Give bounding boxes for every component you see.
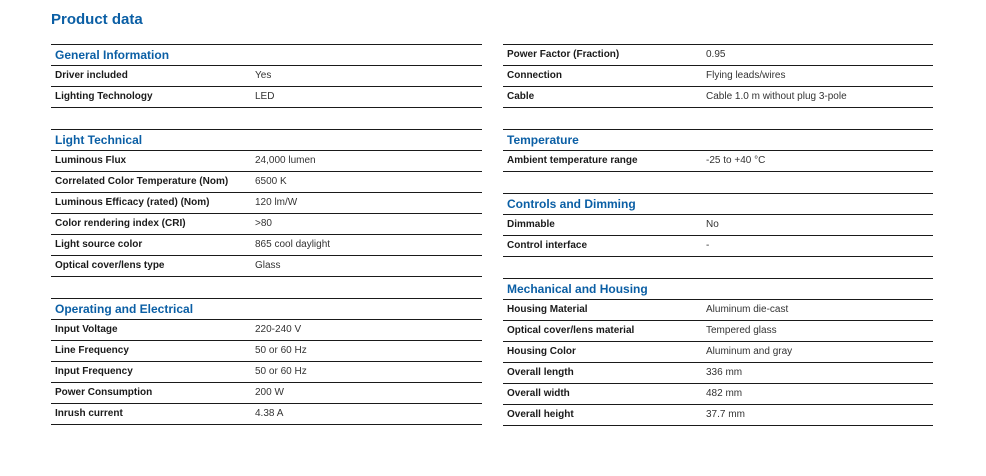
row-value: 50 or 60 Hz <box>255 345 307 356</box>
row-label: Ambient temperature range <box>507 155 638 166</box>
table-row <box>51 172 482 193</box>
table-row <box>503 321 933 342</box>
table-row <box>503 66 933 87</box>
section-operating-electrical <box>51 298 482 425</box>
row-label: Power Factor (Fraction) <box>507 49 620 60</box>
row-value: 24,000 lumen <box>255 155 316 166</box>
row-value: 482 mm <box>706 388 743 399</box>
table-row <box>51 214 482 235</box>
row-label: Dimmable <box>507 219 555 230</box>
row-label: Power Consumption <box>55 387 153 398</box>
row-value: Aluminum and gray <box>706 346 793 357</box>
row-value: Cable 1.0 m without plug 3-pole <box>706 91 847 102</box>
row-label: Input Voltage <box>55 324 118 335</box>
row-label: Inrush current <box>55 408 123 419</box>
row-value: 120 lm/W <box>255 197 298 208</box>
page-title: Product data <box>51 11 143 28</box>
row-label: Housing Color <box>507 346 576 357</box>
table-row <box>503 87 933 108</box>
row-value: -25 to +40 °C <box>706 155 766 166</box>
table-row <box>503 45 933 66</box>
table-row <box>503 405 933 426</box>
row-label: Correlated Color Temperature (Nom) <box>55 176 229 187</box>
table-row <box>503 384 933 405</box>
row-label: Optical cover/lens material <box>507 325 635 336</box>
table-row <box>503 363 933 384</box>
row-label: Overall height <box>507 409 574 420</box>
row-value: >80 <box>255 218 272 229</box>
table-row <box>503 300 933 321</box>
row-value: 6500 K <box>255 176 287 187</box>
row-value: Flying leads/wires <box>706 70 786 81</box>
row-label: Connection <box>507 70 562 81</box>
table-row <box>51 235 482 256</box>
row-label: Luminous Flux <box>55 155 127 166</box>
table-row <box>503 236 933 257</box>
table-row <box>51 341 482 362</box>
row-label: Light source color <box>55 239 143 250</box>
row-value: Aluminum die-cast <box>706 304 789 315</box>
section-heading: General Information <box>51 44 482 66</box>
table-row <box>51 151 482 172</box>
row-label: Optical cover/lens type <box>55 260 165 271</box>
table-row <box>503 215 933 236</box>
section-heading: Operating and Electrical <box>51 298 482 320</box>
row-value: 50 or 60 Hz <box>255 366 307 377</box>
section-heading: Controls and Dimming <box>503 193 933 215</box>
table-row <box>51 87 482 108</box>
row-value: 865 cool daylight <box>255 239 331 250</box>
row-value: - <box>706 240 710 251</box>
row-label: Input Frequency <box>55 366 133 377</box>
row-value: 220-240 V <box>255 324 302 335</box>
row-value: LED <box>255 91 275 102</box>
row-label: Overall width <box>507 388 570 399</box>
row-label: Control interface <box>507 240 588 251</box>
section-heading: Temperature <box>503 129 933 151</box>
row-value: 37.7 mm <box>706 409 745 420</box>
table-row <box>51 320 482 341</box>
section-temperature <box>503 129 933 172</box>
table-row <box>51 193 482 214</box>
left-column <box>51 44 482 425</box>
row-label: Luminous Efficacy (rated) (Nom) <box>55 197 210 208</box>
section-general-information <box>51 44 482 108</box>
table-row <box>503 151 933 172</box>
row-label: Overall length <box>507 367 574 378</box>
section-heading: Light Technical <box>51 129 482 151</box>
section-controls-dimming <box>503 193 933 257</box>
table-row <box>51 66 482 87</box>
table-row <box>51 362 482 383</box>
table-row <box>503 342 933 363</box>
section-heading: Mechanical and Housing <box>503 278 933 300</box>
row-label: Driver included <box>55 70 128 81</box>
row-value: 200 W <box>255 387 284 398</box>
row-value: 0.95 <box>706 49 726 60</box>
row-label: Cable <box>507 91 535 102</box>
section-light-technical <box>51 129 482 277</box>
table-row <box>51 404 482 425</box>
row-value: Yes <box>255 70 272 81</box>
row-value: 4.38 A <box>255 408 284 419</box>
section-electrical-continued <box>503 44 933 108</box>
row-value: Tempered glass <box>706 325 777 336</box>
table-row <box>51 383 482 404</box>
right-column <box>503 44 933 426</box>
row-label: Color rendering index (CRI) <box>55 218 186 229</box>
row-value: Glass <box>255 260 281 271</box>
row-label: Lighting Technology <box>55 91 153 102</box>
table-row <box>51 256 482 277</box>
row-value: No <box>706 219 719 230</box>
row-value: 336 mm <box>706 367 743 378</box>
row-label: Line Frequency <box>55 345 129 356</box>
section-mechanical-housing <box>503 278 933 426</box>
row-label: Housing Material <box>507 304 588 315</box>
